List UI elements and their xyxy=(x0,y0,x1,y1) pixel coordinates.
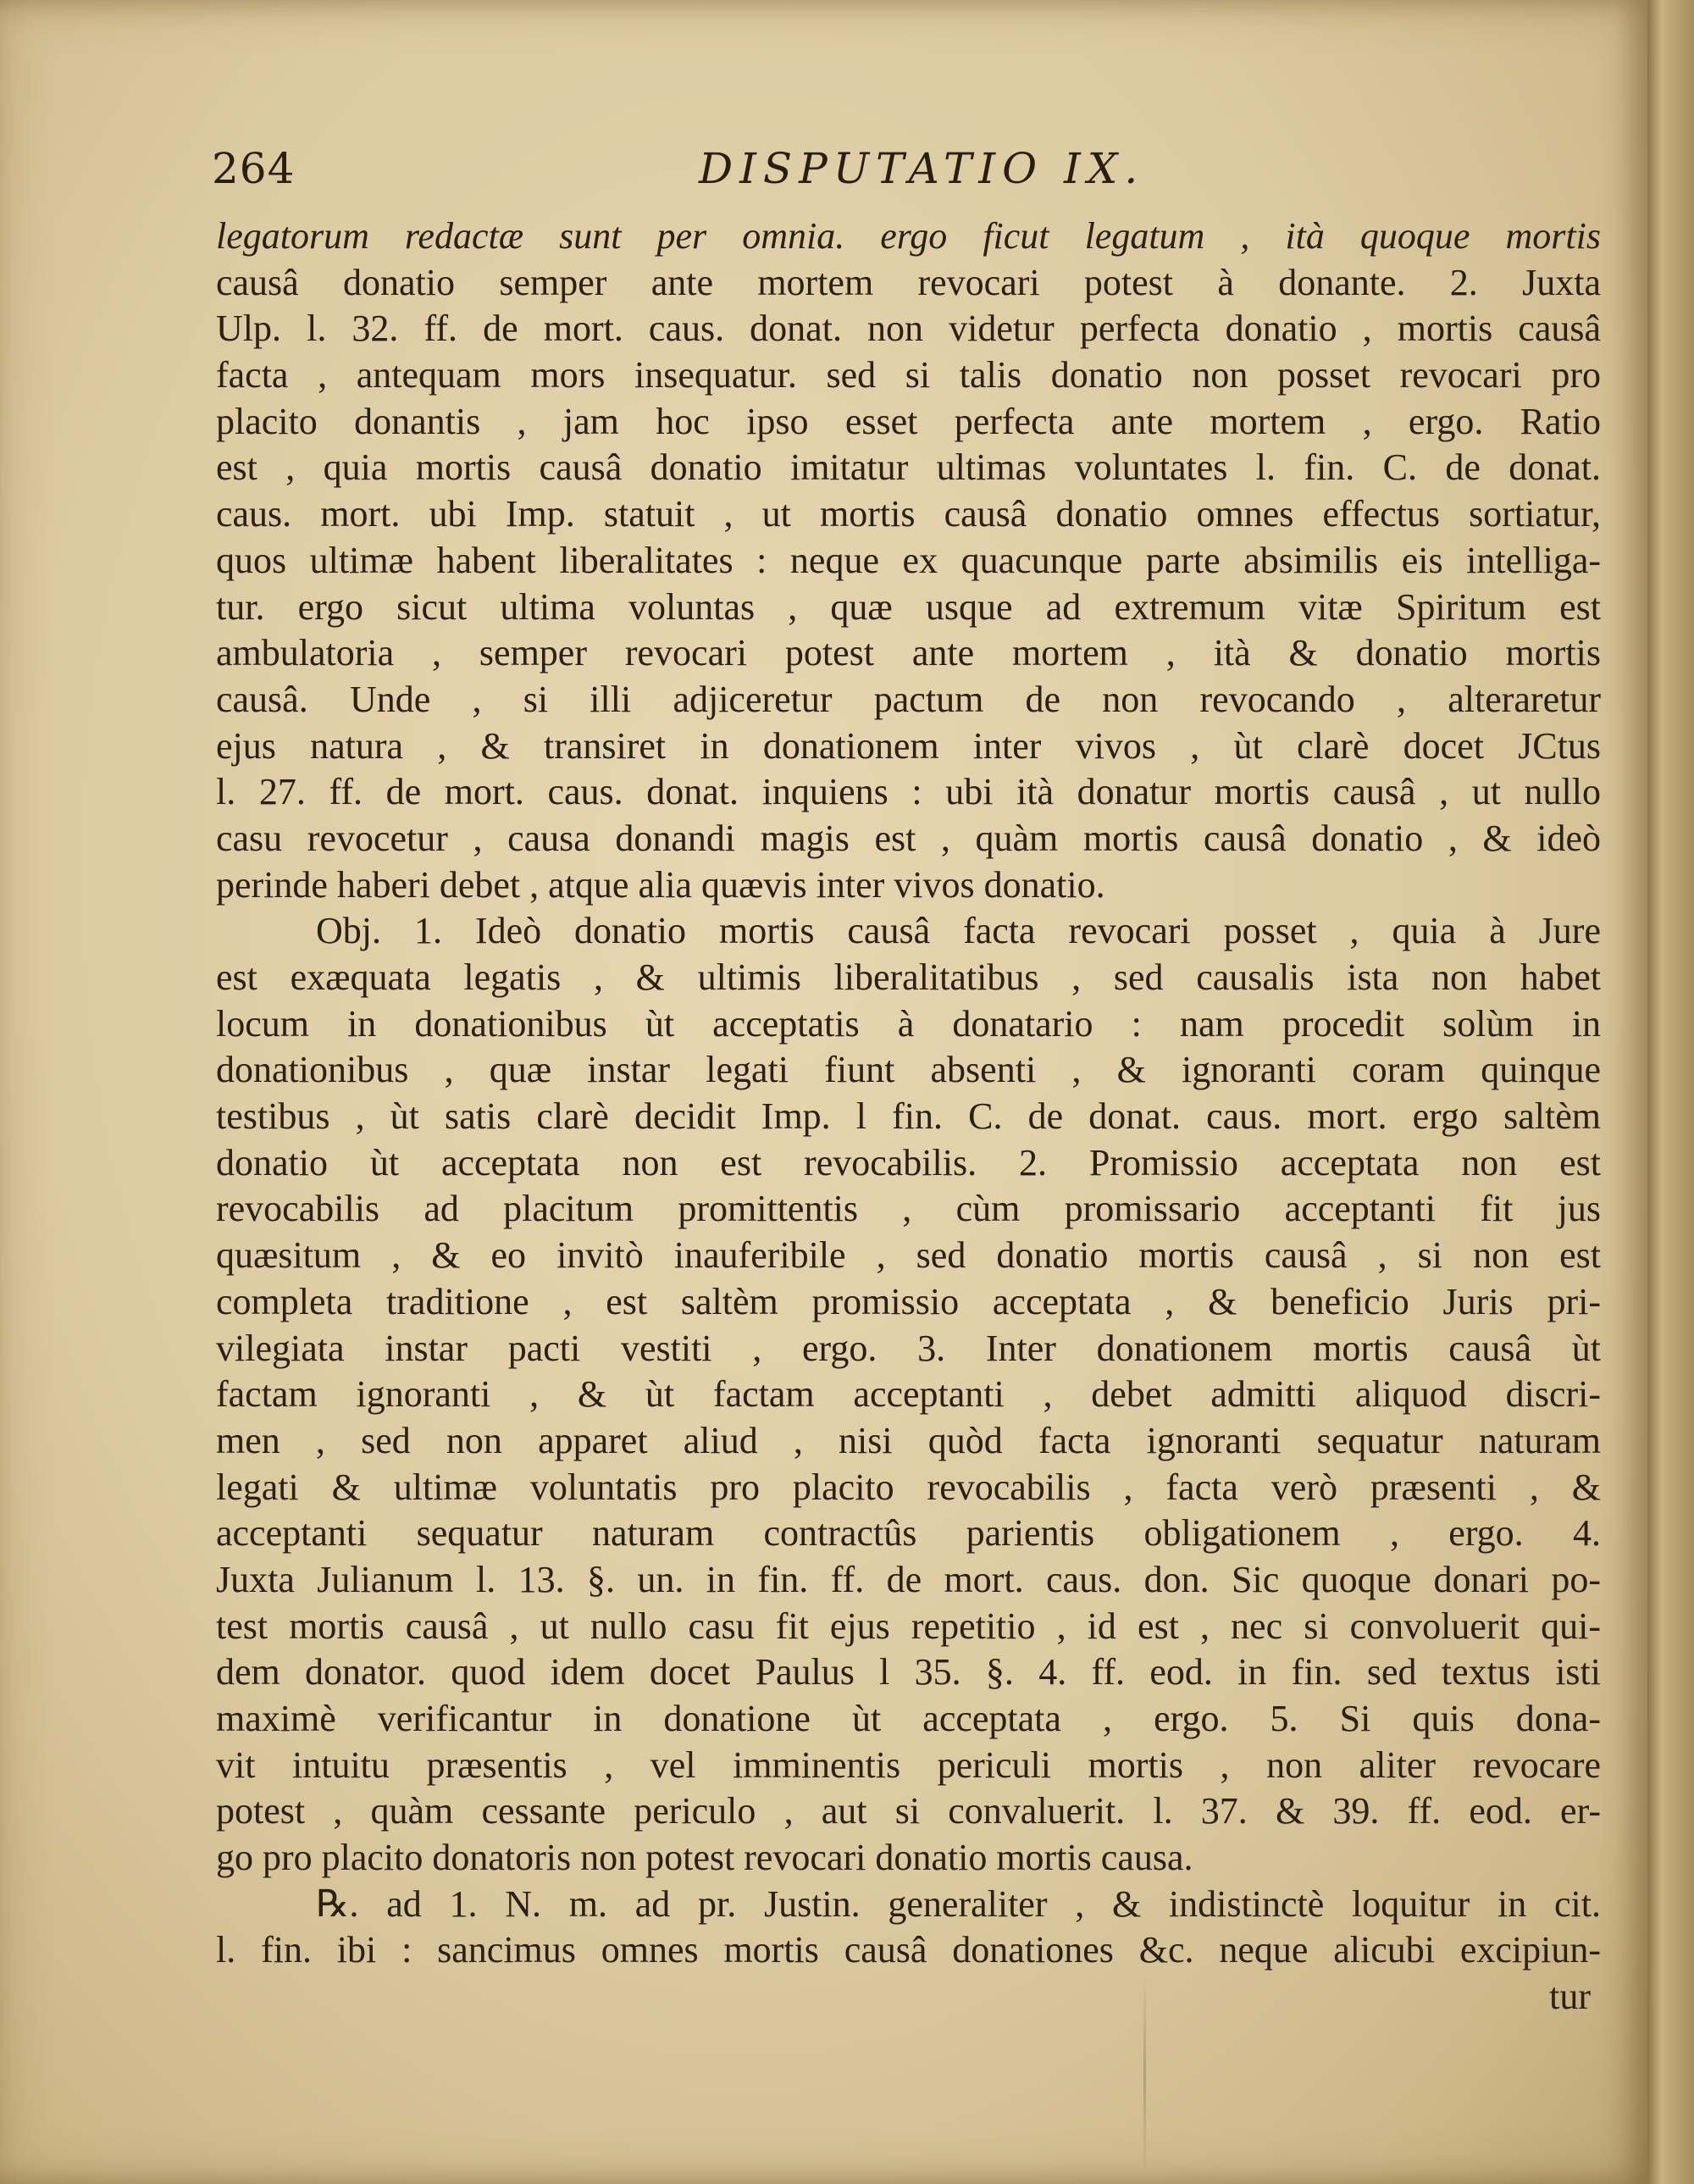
text-line: men , sed non apparet aliud , nisi quòd facta ignoranti sequatur naturam xyxy=(216,1419,1601,1461)
text-line: completa traditione , est saltèm promissio acceptata , & beneficio Juris pri- xyxy=(216,1280,1601,1322)
body-text xyxy=(216,213,1601,2020)
text-line: ejus natura , & transiret in donationem inter vivos , ùt clarè docet JCtus xyxy=(216,724,1601,767)
text-line: l. fin. ibi : sancimus omnes mortis causâ donationes &c. neque alicubi excipiun- xyxy=(216,1929,1601,1971)
text-line: maximè verificantur in donatione ùt acceptata , ergo. 5. Si quis dona- xyxy=(216,1698,1601,1739)
text-line: test mortis causâ , ut nullo casu fit ejus repetitio , id est , nec si convoluerit qui- xyxy=(216,1605,1601,1647)
text-line: ambulatoria , semper revocari potest ante mortem , ità & donatio mortis xyxy=(216,632,1601,674)
text-line: legatorum redactæ sunt per omnia. ergo ficut legatum , ità quoque mortis xyxy=(216,215,1601,257)
text-line: revocabilis ad placitum promittentis , cùm promissario acceptanti fit jus xyxy=(216,1188,1601,1230)
paper-crease xyxy=(1143,1974,1146,2177)
text-line: Juxta Julianum l. 13. §. un. in fin. ff. de mort. caus. don. Sic quoque donari po- xyxy=(216,1558,1601,1600)
running-head xyxy=(212,144,1601,203)
text-line: locum in donationibus ùt acceptatis à donatario : nam procedit solùm in xyxy=(216,1002,1601,1045)
text-line: ℞. ad 1. N. m. ad pr. Justin. generaliter , & indistinctè loquitur in cit. xyxy=(316,1882,1601,1925)
text-line: quæsitum , & eo invitò inauferibile , sed donatio mortis causâ , si non est xyxy=(216,1234,1601,1277)
text-line: dem donator. quod idem docet Paulus l 35. §. 4. ff. eod. in fin. sed textus isti xyxy=(216,1651,1601,1693)
text-line: facta , antequam mors insequatur. sed si talis donatio non posset revocari pro xyxy=(216,354,1601,396)
text-line: factam ignoranti , & ùt factam acceptanti , debet admitti aliquod discri- xyxy=(216,1373,1601,1416)
text-line: testibus , ùt satis clarè decidit Imp. l fin. C. de donat. caus. mort. ergo saltèm xyxy=(216,1095,1601,1138)
text-line: donationibus , quæ instar legati fiunt absenti , & ignoranti coram quinque xyxy=(216,1049,1601,1091)
text-line: donatio ùt acceptata non est revocabilis. 2. Promissio acceptata non est xyxy=(216,1141,1601,1183)
text-line: causâ donatio semper ante mortem revocari potest à donante. 2. Juxta xyxy=(216,261,1601,303)
text-line: tur. ergo sicut ultima voluntas , quæ usque ad extremum vitæ Spiritum est xyxy=(216,585,1601,628)
text-line: vit intuitu præsentis , vel imminentis periculi mortis , non aliter revocare xyxy=(216,1743,1601,1786)
page-number: 264 xyxy=(212,144,296,193)
text-line: causâ. Unde , si illi adjiceretur pactum de non revocando , alteraretur xyxy=(216,678,1601,720)
text-line: Obj. 1. Ideò donatio mortis causâ facta revocari posset , quia à Jure xyxy=(316,910,1601,952)
text-line: Ulp. l. 32. ff. de mort. caus. donat. non videtur perfecta donatio , mortis causâ xyxy=(216,308,1601,350)
text-line: vilegiata instar pacti vestiti , ergo. 3. Inter donationem mortis causâ ùt xyxy=(216,1327,1601,1369)
text-line: caus. mort. ubi Imp. statuit , ut mortis causâ donatio omnes effectus sortiatur, xyxy=(216,493,1601,535)
page-edge xyxy=(1647,0,1694,2184)
text-line: est exæquata legatis , & ultimis liberalitatibus , sed causalis ista non habet xyxy=(216,956,1601,998)
text-line: perinde haberi debet , atque alia quævis inter vivos donatio. xyxy=(216,863,1105,906)
catchword: tur xyxy=(1549,1976,1591,2018)
text-line: acceptanti sequatur naturam contractûs parientis obligationem , ergo. 4. xyxy=(216,1512,1601,1555)
text-line: go pro placito donatoris non potest revocari donatio mortis causa. xyxy=(216,1837,1193,1879)
text-line: quos ultimæ habent liberalitates : neque ex quacunque parte absimilis eis intelliga- xyxy=(216,539,1601,581)
text-line: est , quia mortis causâ donatio imitatur ultimas voluntates l. fin. C. de donat. xyxy=(216,446,1601,489)
text-line: l. 27. ff. de mort. caus. donat. inquiens : ubi ità donatur mortis causâ , ut nullo xyxy=(216,771,1601,813)
text-line: potest , quàm cessante periculo , aut si convaluerit. l. 37. & 39. ff. eod. er- xyxy=(216,1790,1601,1832)
text-line: legati & ultimæ voluntatis pro placito revocabilis , facta verò præsenti , & xyxy=(216,1466,1601,1508)
text-line: placito donantis , jam hoc ipso esset perfecta ante mortem , ergo. Ratio xyxy=(216,400,1601,442)
page-title: DISPUTATIO IX. xyxy=(699,144,1145,193)
text-line: casu revocetur , causa donandi magis est , quàm mortis causâ donatio , & ideò xyxy=(216,817,1601,859)
